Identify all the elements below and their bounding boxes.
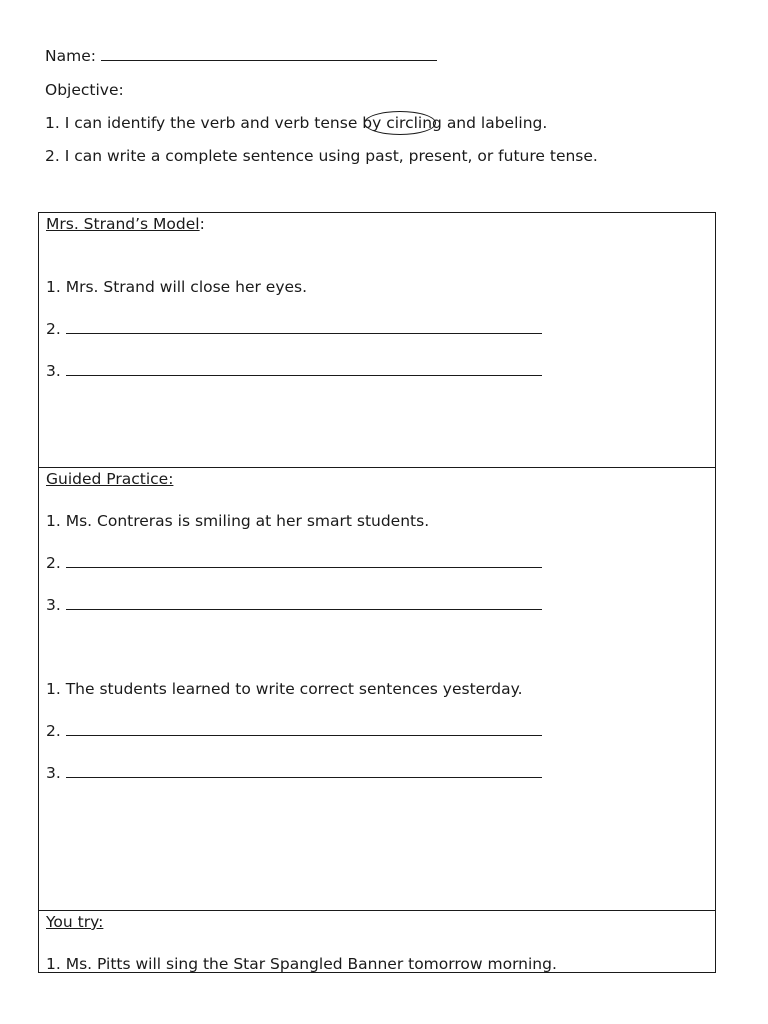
line-label: 3. (46, 764, 61, 782)
guided-b-line-3 (46, 763, 542, 783)
answer-blank-line[interactable] (66, 721, 542, 736)
objective-1-text-end: g and labeling. (432, 114, 548, 132)
guided-practice-section (39, 467, 715, 911)
answer-blank-line[interactable] (66, 361, 542, 376)
model-sentence-1: 1. Mrs. Strand will close her eyes. (46, 278, 308, 296)
answer-blank-line[interactable] (66, 319, 542, 334)
practice-table (38, 212, 716, 973)
you-try-heading-text: You try: (46, 913, 104, 931)
circled-word (372, 113, 432, 133)
model-heading-text: Mrs. Strand’s Model (46, 215, 200, 233)
hand-drawn-circle-mark (364, 111, 436, 135)
line-label: 3. (46, 596, 61, 614)
guided-a-sentence-1: 1. Ms. Contreras is smiling at her smart students. (46, 512, 430, 530)
guided-a-line-3 (46, 595, 542, 615)
name-label: Name: (45, 47, 96, 65)
objective-label: Objective: (45, 81, 124, 99)
line-label: 3. (46, 362, 61, 380)
answer-blank-line[interactable] (66, 553, 542, 568)
model-line-2 (46, 319, 542, 339)
you-try-section (39, 910, 715, 973)
objective-2: 2. I can write a complete sentence using past, present, or future tense. (45, 147, 598, 165)
answer-blank-line[interactable] (66, 595, 542, 610)
objective-1 (45, 113, 547, 133)
guided-b-line-2 (46, 721, 542, 741)
model-line-3 (46, 361, 542, 381)
circled-text: y circlin (372, 114, 433, 132)
line-label: 2. (46, 722, 61, 740)
answer-blank-line[interactable] (66, 763, 542, 778)
guided-a-line-2 (46, 553, 542, 573)
line-label: 2. (46, 320, 61, 338)
guided-b-sentence-1: 1. The students learned to write correct sentences yesterday. (46, 680, 523, 698)
guided-heading-text: Guided Practice: (46, 470, 174, 488)
name-row (45, 46, 437, 66)
you-try-heading (46, 912, 103, 932)
you-try-sentence-1: 1. Ms. Pitts will sing the Star Spangled Banner tomorrow morning. (46, 955, 557, 973)
model-heading-colon: : (199, 215, 205, 233)
name-blank-line[interactable] (101, 46, 437, 61)
line-label: 2. (46, 554, 61, 572)
guided-heading (46, 469, 173, 489)
objective-1-text-start: 1. I can identify the verb and verb tense b (45, 114, 373, 132)
model-heading (46, 214, 205, 234)
model-section (39, 213, 715, 467)
